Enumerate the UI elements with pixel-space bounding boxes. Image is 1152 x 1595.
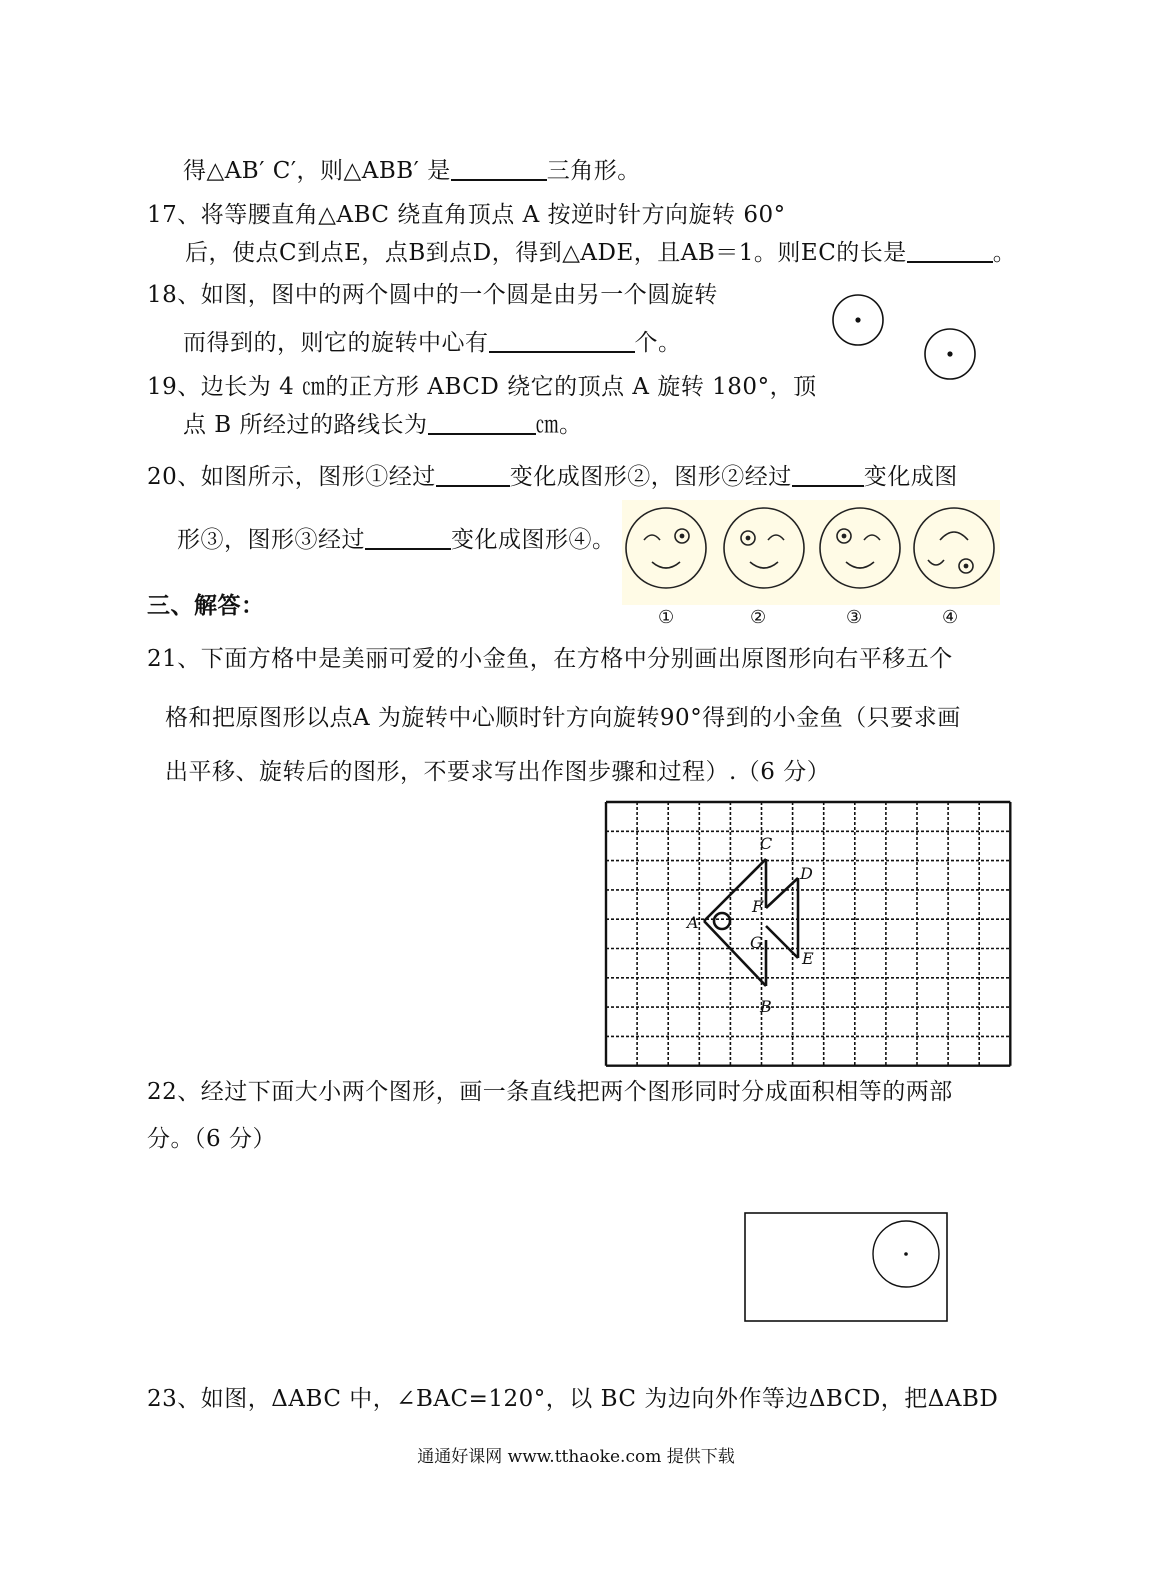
q22-rectangle [745, 1213, 947, 1321]
q22-figure[interactable] [744, 1212, 950, 1324]
q20-faces-figure [622, 500, 1002, 630]
q16-blank[interactable] [451, 157, 547, 181]
q20-text-b: 变化成图形②，图形②经过 [509, 464, 792, 490]
q19-text: 点 B 所经过的路线长为 [183, 412, 428, 438]
q17-text-end: 。 [992, 240, 1017, 266]
q22-circle-center [904, 1252, 908, 1256]
q20-line2 [177, 525, 616, 555]
page-footer: 通通好课网 www.tthaoke.com 提供下载 [417, 1447, 735, 1467]
point-e-label: E [802, 949, 814, 968]
q22-line1: 22、经过下面大小两个图形，画一条直线把两个图形同时分成面积相等的两部 [147, 1079, 953, 1105]
q18-text: 而得到的，则它的旋转中心有 [183, 330, 489, 356]
q18-circles-figure [820, 290, 990, 390]
q18-blank[interactable] [489, 329, 635, 353]
point-d-label: D [800, 864, 813, 883]
fish-figure [704, 859, 798, 986]
q16-text: 得△AB′ C′，则△ABB′ 是 [183, 158, 451, 184]
q20-text-d: 形③，图形③经过 [177, 527, 365, 553]
point-b-label: B [760, 997, 772, 1016]
q20-blank-1[interactable] [436, 463, 510, 487]
q21-line2: 格和把原图形以点A 为旋转中心顺时针方向旋转90°得到的小金鱼（只要求画 [165, 705, 961, 731]
q17-blank[interactable] [907, 239, 993, 263]
q20-text-e: 变化成图形④。 [451, 527, 616, 553]
q17-line2 [185, 238, 1016, 268]
q20-text-a: 20、如图所示，图形①经过 [147, 464, 436, 490]
face-label-4: ④ [942, 607, 959, 628]
q23-line1: 23、如图，ΔABC 中，∠BAC=120°，以 BC 为边向外作等边ΔBCD，把ΔABD [147, 1386, 999, 1412]
point-a-label: A [687, 913, 699, 932]
point-c-label: C [760, 834, 773, 853]
q19-blank[interactable] [428, 411, 536, 435]
face-label-1: ① [658, 607, 675, 628]
fish-edge-ab [704, 921, 766, 986]
q18-line1: 18、如图，图中的两个圆中的一个圆是由另一个圆旋转 [147, 282, 718, 308]
point-f-label: F [752, 897, 764, 916]
fish-eye [714, 913, 730, 929]
q20-text-c: 变化成图 [863, 464, 958, 490]
q20-faces-panel [622, 500, 1000, 605]
q21-line1: 21、下面方格中是美丽可爱的小金鱼，在方格中分别画出原图形向右平移五个 [147, 646, 953, 672]
q18-line2 [183, 328, 682, 358]
q22-line2: 分。（6 分） [147, 1126, 276, 1152]
q18-circle-1-center [855, 317, 860, 322]
q18-circle-2-center [947, 351, 952, 356]
q17-text: 后，使点C到点E，点B到点D，得到△ADE，且AB＝1。则EC的长是 [185, 240, 907, 266]
face-label-3: ③ [846, 607, 863, 628]
q16-text-end: 三角形。 [546, 158, 641, 184]
q19-text-end: ㎝。 [535, 412, 583, 438]
face-label-2: ② [750, 607, 767, 628]
q19-line2 [183, 410, 583, 440]
q20-line1 [147, 462, 958, 492]
point-g-label: G [750, 933, 763, 952]
q19-line1: 19、边长为 4 ㎝的正方形 ABCD 绕它的顶点 A 旋转 180°，顶 [147, 374, 817, 400]
q21-line3: 出平移、旋转后的图形，不要求写出作图步骤和过程）.（6 分） [165, 759, 831, 785]
section-3-title: 三、解答： [147, 592, 265, 619]
q20-blank-2[interactable] [792, 463, 864, 487]
q17-line1: 17、将等腰直角△ABC 绕直角顶点 A 按逆时针方向旋转 60° [147, 202, 786, 228]
q16-tail [183, 156, 641, 186]
q20-blank-3[interactable] [365, 526, 451, 550]
grid-lines [606, 802, 1010, 1066]
q18-text-end: 个。 [634, 330, 682, 356]
q21-grid-figure[interactable] [604, 800, 1010, 1070]
